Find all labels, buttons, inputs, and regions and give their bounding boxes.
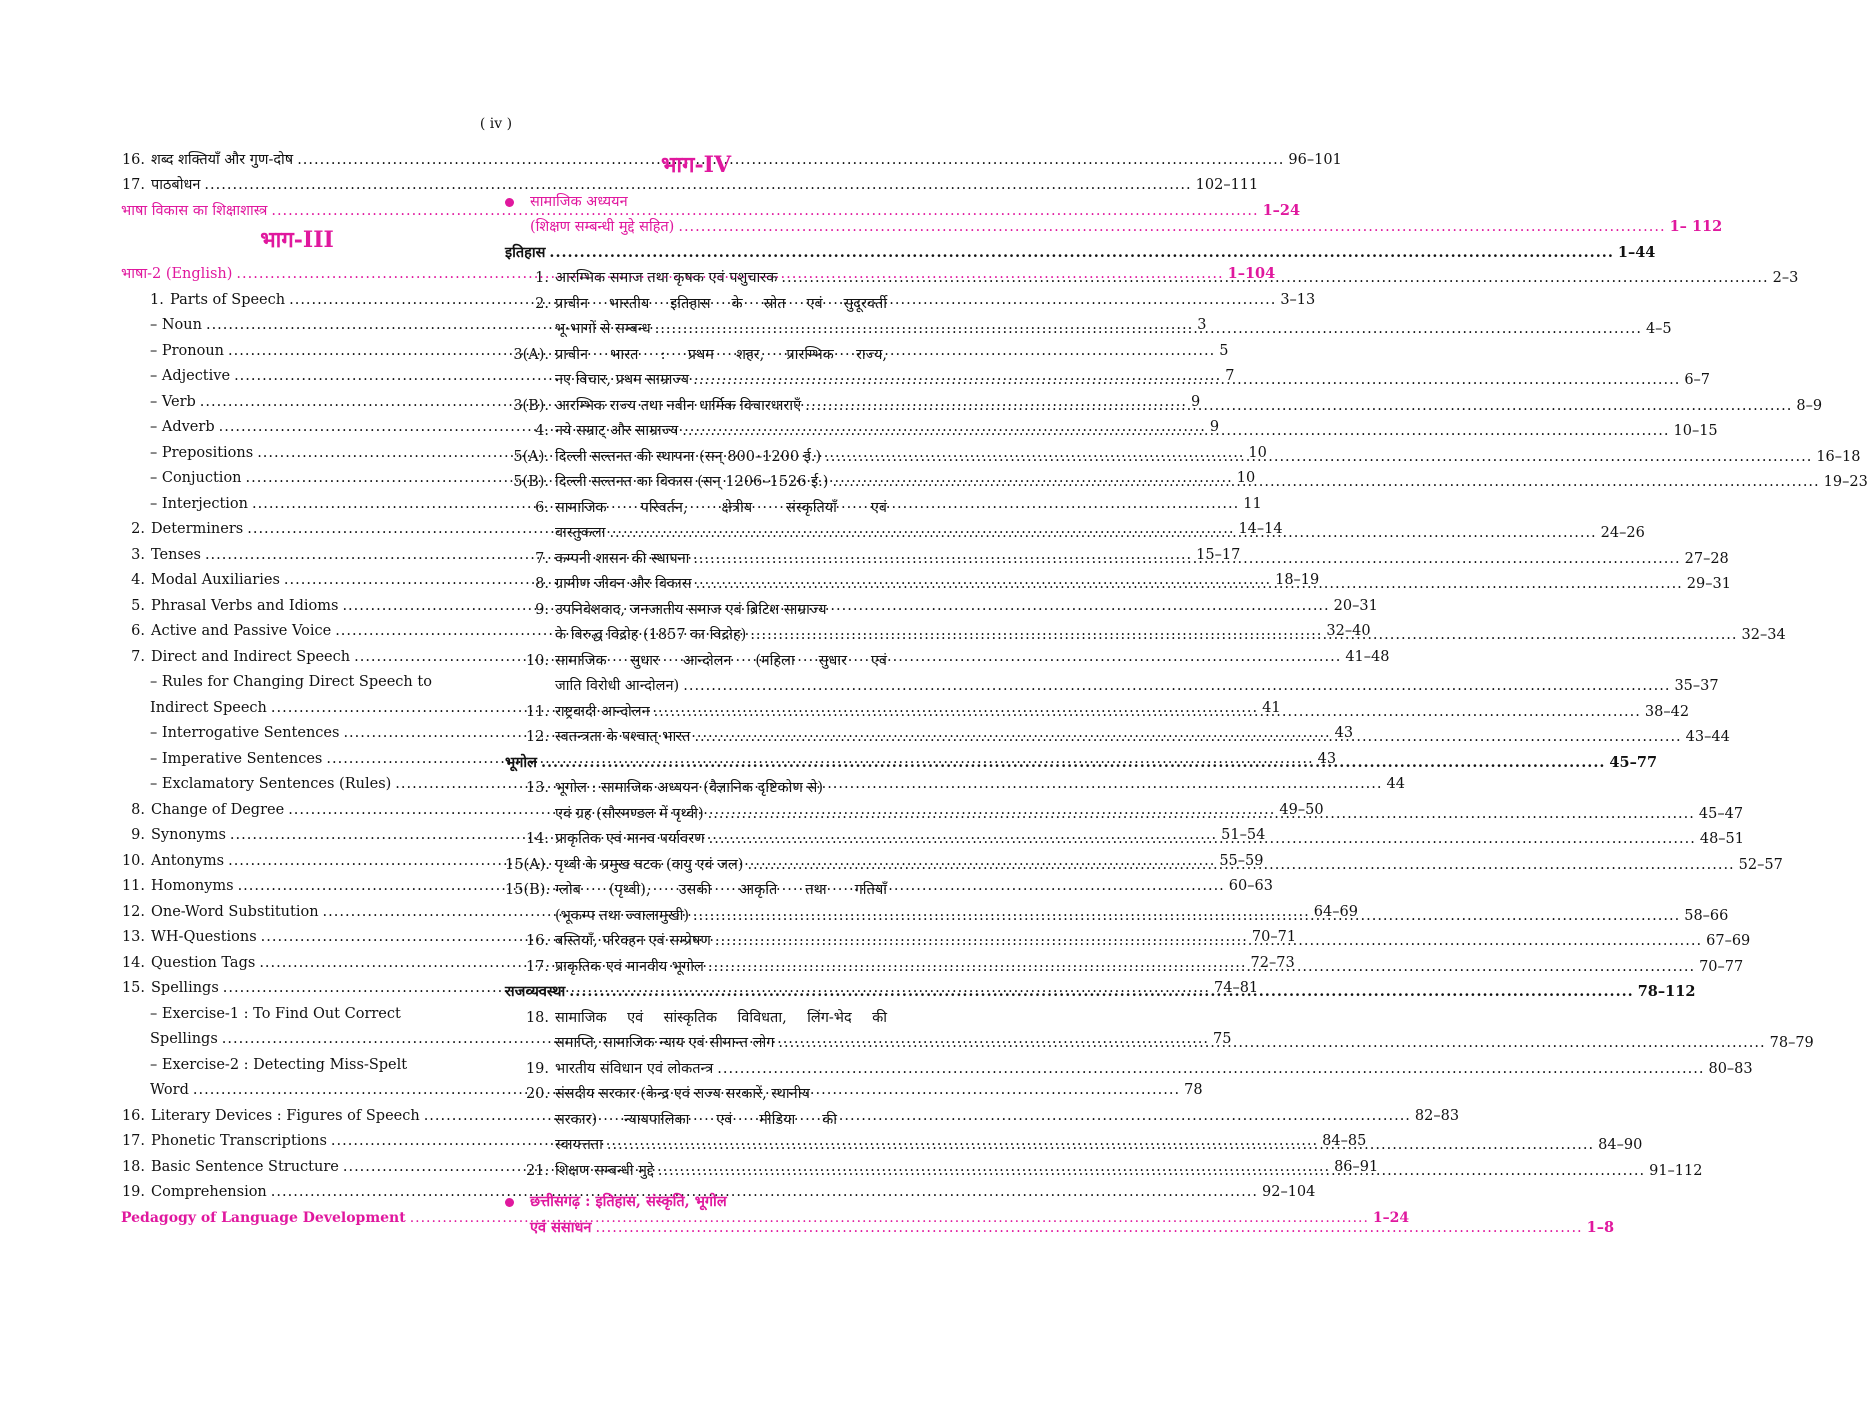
toc-entry-cont: एवं ग्रह (सौरमण्डल में पृथ्वी) ..... 45–47 [505, 797, 887, 823]
toc-section-language-2: भाषा-2 (English) ..... 1–104 [105, 258, 489, 284]
toc-section-chhattisgarh: छत्तीसगढ़ : इतिहास, संस्कृति, भूगोल [505, 1186, 887, 1212]
toc-subentry: – Exercise-1 : To Find Out Correct [150, 1005, 401, 1022]
toc-entry: 11. राष्ट्रवादी आन्दोलन ..... 38–42 [505, 695, 887, 721]
toc-entry-cont: समाप्ति, सामाजिक न्याय एवं सीमान्त लोग ..... 78–79 [505, 1027, 887, 1053]
toc-entry-cont: सरकार) न्यायपालिका एवं मीडिया की [555, 1111, 837, 1128]
toc-entry: 2. Determiners ..... 14–14 [105, 513, 489, 539]
toc-subentry: – Pronoun ..... 5 [105, 334, 489, 360]
toc-subentry: – Interrogative Sentences ..... 43 [105, 717, 489, 743]
toc-subentry: – Exercise-2 : Detecting Miss-Spelt [150, 1056, 408, 1073]
toc-entry: 18. Basic Sentence Structure ..... 86–91 [105, 1150, 489, 1176]
toc-section-chhattisgarh: एवं संसाधन ..... 1–8 [505, 1211, 887, 1237]
toc-subentry: – Interjection ..... 11 [105, 487, 489, 513]
toc-section-social-studies: (शिक्षण सम्बन्धी मुद्दे सहित) ..... 1– 112 [505, 211, 887, 237]
bullet-icon [505, 198, 514, 207]
toc-entry: 2. प्राचीन भारतीय इतिहास के स्रोत एवं सुदूरवर्ती [535, 295, 887, 312]
part-4-heading: भाग-IV [660, 152, 732, 178]
toc-subentry: – Adverb ..... 9 [105, 411, 489, 437]
toc-section-pedagogy-english: Pedagogy of Language Development ..... 1–24 [105, 1201, 489, 1227]
toc-entry: 14. Question Tags ..... 72–73 [105, 946, 489, 972]
toc-entry: 13. WH-Questions ..... 70–71 [105, 921, 489, 947]
toc-entry-cont: भू-भागों से सम्बन्ध ..... 4–5 [505, 313, 887, 339]
toc-entry-cont: जाति विरोधी आन्दोलन) ..... 35–37 [505, 670, 887, 696]
toc-entry: 17. Phonetic Transcriptions ..... 84–85 [105, 1125, 489, 1151]
part-3-heading: भाग-III [260, 226, 334, 253]
toc-entry: 16. Literary Devices : Figures of Speech ..... 82–83 [105, 1099, 489, 1125]
toc-subentry: – Exclamatory Sentences (Rules) ..... 44 [105, 768, 489, 794]
toc-entry: 16. बस्तियाँ, परिवहन एवं सम्प्रेषण ..... 67–69 [505, 925, 887, 951]
toc-entry: 9. उपनिवेशवाद, जनजातीय समाज एवं ब्रिटिश साम्राज्य [535, 601, 827, 618]
bullet-icon [505, 1198, 514, 1207]
toc-subentry: Spellings ..... 75 [105, 1023, 489, 1049]
toc-entry: 10. Antonyms ..... 55–59 [105, 844, 489, 870]
toc-entry: 3(A). प्राचीन भारत : प्रथम शहर, प्रारम्भिक राज्य, [513, 346, 887, 363]
toc-entry: 4. Modal Auxiliaries ..... 18–19 [105, 564, 489, 590]
page-number: ( iv ) [479, 116, 513, 132]
toc-section-pedagogy-hindi: भाषा विकास का शिक्षाशास्त्र ..... 1–24 [105, 194, 489, 220]
toc-entry: 6. Active and Passive Voice ..... 32–40 [105, 615, 489, 641]
toc-entry: 1. आरम्भिक समाज तथा कृषक एवं पशुचारक ..... 2–3 [505, 262, 887, 288]
toc-entry-cont: नए विचार, प्रथम साम्राज्य ..... 6–7 [505, 364, 887, 390]
toc-entry: 4. नये सम्राट् और साम्राज्य ..... 10–15 [505, 415, 887, 441]
toc-entry: 6. सामाजिक परिवर्तन, क्षेत्रीय संस्कृतियाँ एवं [535, 499, 887, 516]
toc-subentry: – Verb ..... 9 [105, 385, 489, 411]
toc-entry: 15(A). पृथ्वी के प्रमुख घटक (वायु एवं जल) ..... 52–57 [505, 848, 887, 874]
toc-subentry: – Rules for Changing Direct Speech to [150, 674, 432, 690]
toc-entry: 5(B). दिल्ली सल्तनत का विकास (सन् 1206–1526 ई.) ..... 19–23 [505, 466, 887, 492]
toc-entry: 18. सामाजिक एवं सांस्कृतिक विविधता, लिंग-भेद की [525, 1009, 887, 1026]
toc-subject-history: इतिहास ..... 1–44 [505, 236, 887, 262]
toc-entry: 8. ग्रामीण जीवन और विकास ..... 29–31 [505, 568, 887, 594]
toc-entry: 16. शब्द शक्तियाँ और गुण-दोष ..... 96–101 [105, 143, 489, 169]
toc-section-social-studies: सामाजिक अध्ययन [505, 185, 887, 211]
toc-subentry: – Imperative Sentences ..... 43 [105, 742, 489, 768]
toc-entry: 17. प्राकृतिक एवं मानवीय भूगोल ..... 70–77 [505, 950, 887, 976]
toc-entry: 21. शिक्षण सम्बन्धी मुद्दे ..... 91–112 [505, 1154, 887, 1180]
toc-subentry: Indirect Speech ..... 41 [105, 691, 489, 717]
toc-subject-polity: राजव्यवस्था ..... 78–112 [505, 976, 887, 1002]
toc-entry: 17. पाठबोधन ..... 102–111 [105, 169, 489, 195]
toc-entry: 10. सामाजिक सुधार आन्दोलन (महिला सुधार एवं [525, 652, 887, 669]
toc-entry: 7. कम्पनी शासन की स्थापना ..... 27–28 [505, 542, 887, 568]
toc-entry: 3(B). आरम्भिक राज्य तथा नवीन धार्मिक विचारधाराएँ ..... 8–9 [505, 389, 887, 415]
toc-entry: 3. Tenses ..... 15–17 [105, 538, 489, 564]
toc-entry: 13. भूगोल : सामाजिक अध्ययन (वैज्ञानिक दृष्टिकोण से) [525, 780, 823, 796]
toc-entry: 20. संसदीय सरकार (केन्द्र एवं राज्य सरकारें, स्थानीय [525, 1086, 810, 1102]
toc-subentry: – Adjective ..... 7 [105, 360, 489, 386]
toc-entry: 12. One-Word Substitution ..... 64–69 [105, 895, 489, 921]
toc-entry: 8. Change of Degree ..... 49–50 [105, 793, 489, 819]
toc-entry: 5. Phrasal Verbs and Idioms ..... 20–31 [105, 589, 489, 615]
toc-entry: 15. Spellings ..... 74–81 [105, 972, 489, 998]
toc-entry: 5(A). दिल्ली सल्तनत की स्थापना (सन् 800–1200 ई.) ..... 16–18 [505, 440, 887, 466]
toc-entry-cont: वास्तुकला ..... 24–26 [505, 517, 887, 543]
toc-entry: 11. Homonyms ..... 60–63 [105, 870, 489, 896]
toc-entry: 15(B). ग्लोब (पृथ्वी), उसकी आकृति तथा गतियाँ [505, 882, 887, 898]
toc-entry: 19. Comprehension ..... 92–104 [105, 1176, 489, 1202]
toc-subject-geography: भूगोल ..... 45–77 [505, 746, 887, 772]
toc-entry: 14. प्राकृतिक एवं मानव पर्यावरण ..... 48–51 [505, 823, 887, 849]
toc-entry-cont: स्वायत्तता ..... 84–90 [505, 1129, 887, 1155]
toc-entry: 12. स्वतन्त्रता के पश्चात् भारत ..... 43–44 [505, 721, 887, 747]
toc-subentry: – Prepositions ..... 10 [105, 436, 489, 462]
toc-subentry: – Noun ..... 3 [105, 309, 489, 335]
toc-entry: 19. भारतीय संविधान एवं लोकतन्त्र ..... 80–83 [505, 1052, 887, 1078]
toc-entry-cont: के विरुद्ध विद्रोह (1857 का विद्रोह) ..... 32–34 [505, 619, 887, 645]
toc-entry: 1. Parts of Speech ..... 3–13 [105, 283, 489, 309]
toc-subentry: Word ..... 78 [105, 1074, 489, 1100]
toc-entry: 7. Direct and Indirect Speech ..... 41–48 [105, 640, 489, 666]
toc-entry-cont: (भूकम्प तथा ज्वालामुखी) ..... 58–66 [505, 899, 887, 925]
toc-entry: 9. Synonyms ..... 51–54 [105, 819, 489, 845]
toc-subentry: – Conjuction ..... 10 [105, 462, 489, 488]
